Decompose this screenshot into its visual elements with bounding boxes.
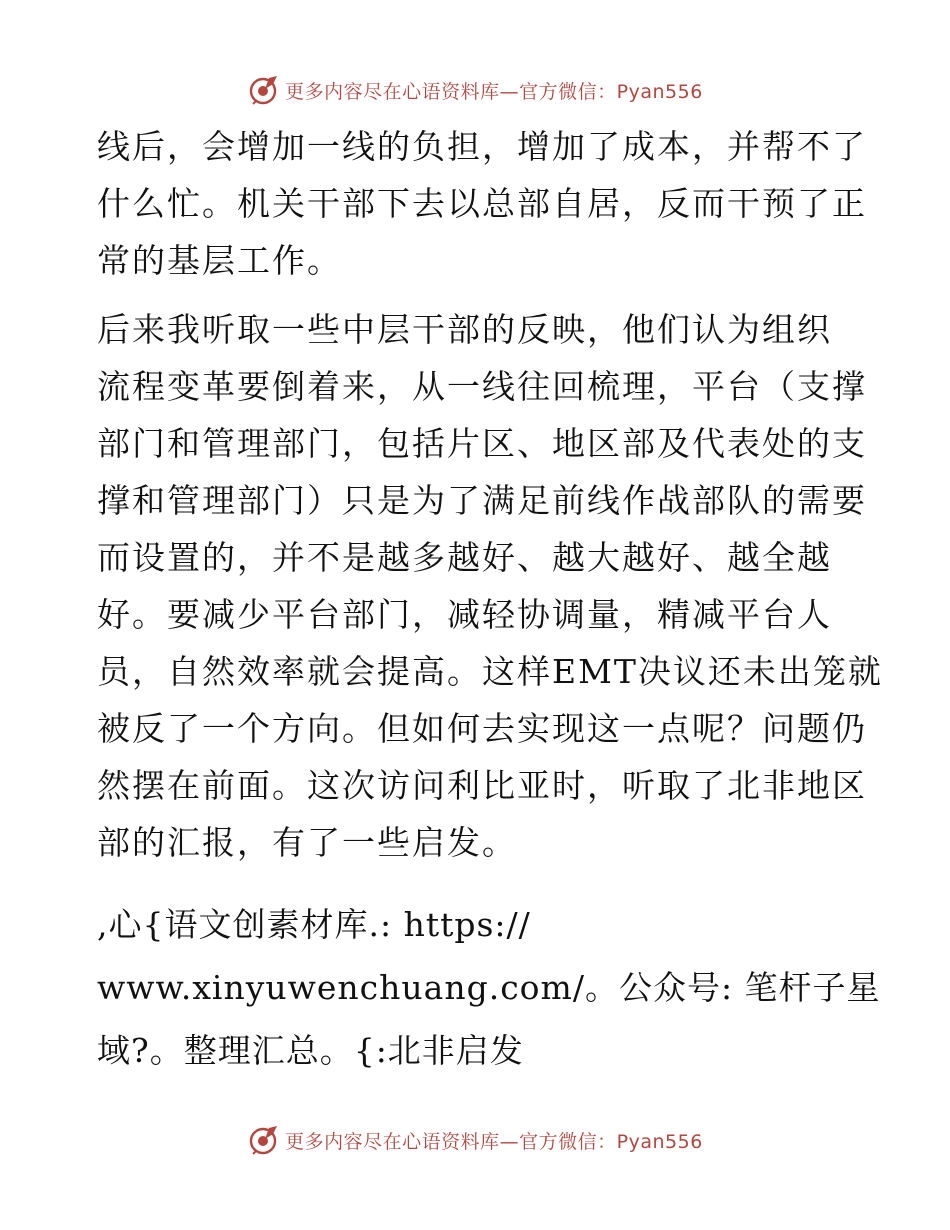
header-banner xyxy=(0,70,950,110)
text-line: 撑和管理部门）只是为了满足前线作战部队的需要 xyxy=(97,481,867,520)
paragraph-2 xyxy=(97,301,883,871)
quill-logo-icon xyxy=(247,1124,279,1156)
text-line: 后来我听取一些中层干部的反映，他们认为组织 xyxy=(97,310,832,349)
source-note xyxy=(97,893,881,1082)
text-line: 什么忙。机关干部下去以总部自居，反而干预了正 xyxy=(97,184,867,223)
text-line: 而设置的，并不是越多越好、越大越好、越全越 xyxy=(97,538,832,577)
footer-banner xyxy=(0,1120,950,1160)
quill-logo-icon xyxy=(247,74,279,106)
text-line: 好。要减少平台部门，减轻协调量，精减平台人 xyxy=(97,595,832,634)
source-note-line: ,心{语文创素材库.: https:// xyxy=(97,905,531,944)
text-line: 常的基层工作。 xyxy=(97,241,342,280)
text-line: 然摆在前面。这次访问利比亚时，听取了北非地区 xyxy=(97,766,867,805)
text-line: 流程变革要倒着来，从一线往回梳理，平台（支撑 xyxy=(97,367,867,406)
text-line: 员，自然效率就会提高。这样EMT决议还未出笼就 xyxy=(97,652,883,691)
header-banner-text: 更多内容尽在心语资料库—官方微信：Pyan556 xyxy=(285,80,703,103)
source-note-line: 域?。整理汇总。{:北非启发 xyxy=(97,1031,524,1070)
text-line: 被反了一个方向。但如何去实现这一点呢？问题仍 xyxy=(97,709,867,748)
text-line: 部的汇报，有了一些启发。 xyxy=(97,823,517,862)
page-content xyxy=(97,118,883,1082)
text-line: 部门和管理部门，包括片区、地区部及代表处的支 xyxy=(97,424,867,463)
paragraph-1 xyxy=(97,118,867,289)
footer-banner-text: 更多内容尽在心语资料库—官方微信：Pyan556 xyxy=(285,1130,703,1153)
source-url-line: www.xinyuwenchuang.com/。公众号: 笔杆子星 xyxy=(97,968,881,1007)
text-line: 线后，会增加一线的负担，增加了成本，并帮不了 xyxy=(97,127,867,166)
